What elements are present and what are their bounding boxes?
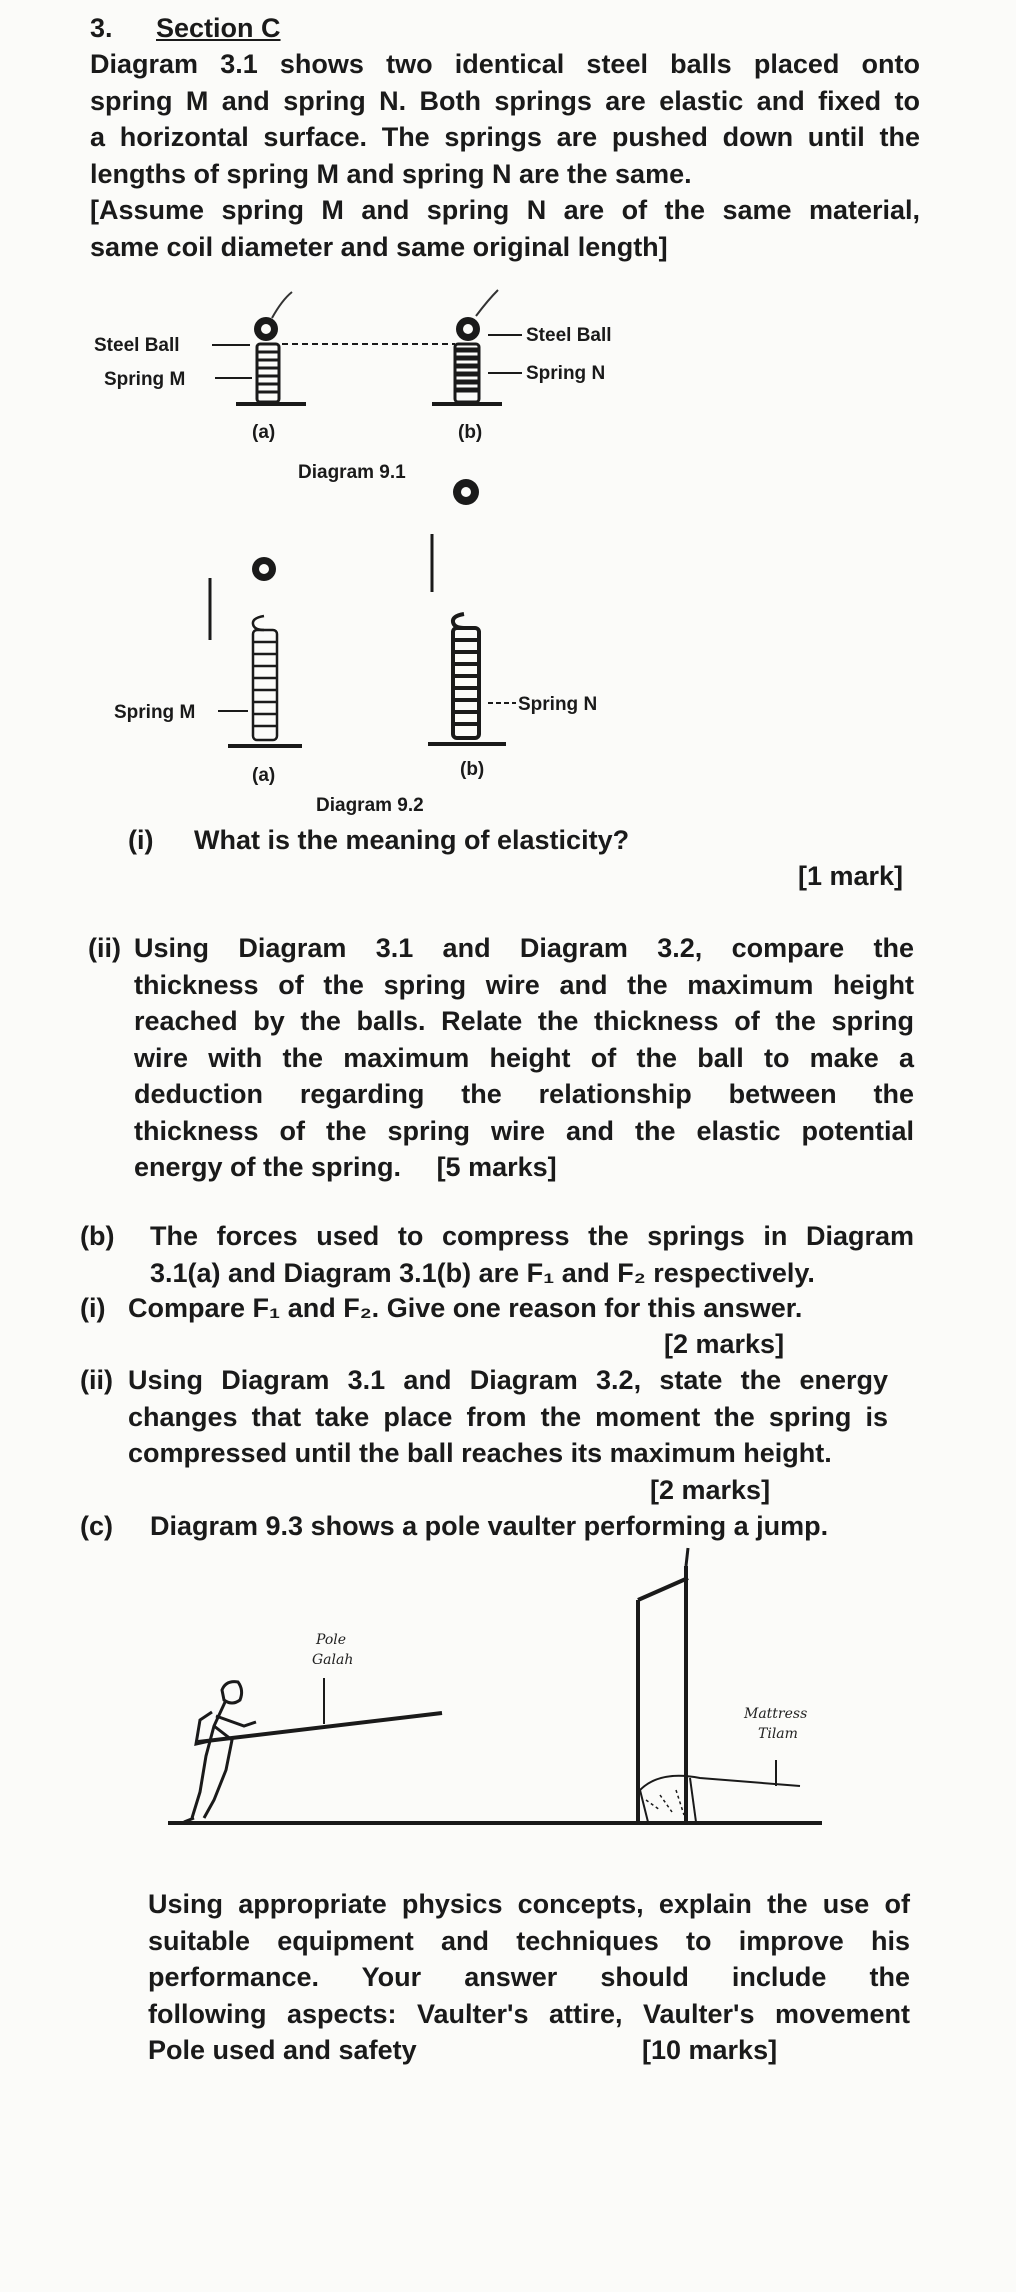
qa-ii-line: Using Diagram 3.1 and Diagram 3.2, compare the bbox=[134, 933, 914, 963]
label-sub-a-2: (a) bbox=[252, 765, 276, 786]
qb-i-label: (i) bbox=[80, 1293, 106, 1323]
intro-line: spring M and spring N. Both springs are elastic and fixed to bbox=[90, 85, 920, 116]
qa-ii-line: deduction regarding the relationship between the bbox=[134, 1079, 914, 1109]
qa-ii-last-text: energy of the spring. bbox=[134, 1152, 402, 1182]
crossbar-uprights bbox=[638, 1548, 688, 1823]
qc-task-line: suitable equipment and techniques to improve his bbox=[148, 1925, 910, 1956]
qa-ii-marks: [5 marks] bbox=[436, 1152, 557, 1182]
qc-task-last-line bbox=[148, 2032, 910, 2069]
qb-ii-line: Using Diagram 3.1 and Diagram 3.2, state the energy bbox=[128, 1365, 888, 1395]
qc-task-line: following aspects: Vaulter's attire, Vaulter's movement bbox=[148, 1998, 910, 2029]
label-steel-ball-right: Steel Ball bbox=[526, 325, 612, 346]
qa-ii-line: reached by the balls. Relate the thickness of the spring bbox=[134, 1006, 914, 1036]
intro-line: a horizontal surface. The springs are pushed down until the bbox=[90, 122, 920, 152]
qa-i-label: (i) bbox=[128, 825, 154, 855]
intro-line: lengths of spring M and spring N are the same. bbox=[90, 158, 692, 189]
qb-ii-marks: [2 marks] bbox=[650, 1475, 771, 1505]
qa-i-marks: [1 mark] bbox=[798, 861, 904, 891]
intro-line: [Assume spring M and spring N are of the same material, bbox=[90, 195, 920, 225]
qb-ii-line: compressed until the ball reaches its maximum height. bbox=[128, 1438, 832, 1468]
qc-text: Diagram 9.3 shows a pole vaulter performing a jump. bbox=[150, 1511, 829, 1541]
qb-ii-label: (ii) bbox=[80, 1365, 113, 1395]
vaulter-figure-icon bbox=[184, 1682, 256, 1822]
label-spring-n: Spring N bbox=[526, 363, 606, 384]
qc-task-marks: [10 marks] bbox=[642, 2035, 778, 2065]
label-pole: Pole bbox=[316, 1632, 347, 1648]
qb-i-text: Compare F₁ and F₂. Give one reason for this answer. bbox=[128, 1293, 803, 1323]
label-sub-b-2: (b) bbox=[460, 759, 485, 780]
qa-ii-line: thickness of the spring wire and the elastic potential bbox=[134, 1115, 914, 1146]
qa-ii-line: thickness of the spring wire and the maximum height bbox=[134, 969, 914, 1000]
pole bbox=[198, 1713, 442, 1742]
section-title: Section C bbox=[156, 13, 281, 43]
question-number: 3. bbox=[90, 13, 113, 43]
qa-i-text: What is the meaning of elasticity? bbox=[194, 825, 630, 855]
intro-line: same coil diameter and same original length] bbox=[90, 231, 668, 262]
intro-line: Diagram 3.1 shows two identical steel balls placed onto bbox=[90, 49, 920, 79]
label-galah: Galah bbox=[312, 1652, 354, 1668]
qc-label: (c) bbox=[80, 1511, 113, 1541]
label-spring-m-2: Spring M bbox=[114, 702, 196, 723]
qb-line: 3.1(a) and Diagram 3.1(b) are F₁ and F₂ respectively. bbox=[150, 1257, 815, 1288]
caption-diagram-9-2: Diagram 9.2 bbox=[316, 795, 424, 816]
qb-line: The forces used to compress the springs in Diagram bbox=[150, 1221, 914, 1251]
qb-i-marks: [2 marks] bbox=[664, 1329, 785, 1359]
qb-label: (b) bbox=[80, 1221, 115, 1251]
qc-task-line: Using appropriate physics concepts, explain the use of bbox=[148, 1889, 910, 1919]
qc-task bbox=[148, 1886, 910, 2069]
qb-ii-line: changes that take place from the moment the spring is bbox=[128, 1401, 888, 1432]
qa-ii-line: wire with the maximum height of the ball to make a bbox=[134, 1042, 914, 1073]
caption-diagram-9-1: Diagram 9.1 bbox=[298, 462, 406, 483]
label-spring-n-2: Spring N bbox=[518, 694, 598, 715]
label-tilam: Tilam bbox=[758, 1726, 798, 1742]
label-sub-a: (a) bbox=[252, 422, 276, 443]
qa-ii-label: (ii) bbox=[88, 933, 121, 963]
qc-task-line: performance. Your answer should include the bbox=[148, 1962, 910, 1992]
label-steel-ball-left: Steel Ball bbox=[94, 335, 180, 356]
label-spring-m: Spring M bbox=[104, 369, 186, 390]
qc-task-last-text: Pole used and safety bbox=[148, 2035, 417, 2065]
label-mattress: Mattress bbox=[744, 1706, 808, 1722]
label-sub-b: (b) bbox=[458, 422, 483, 443]
